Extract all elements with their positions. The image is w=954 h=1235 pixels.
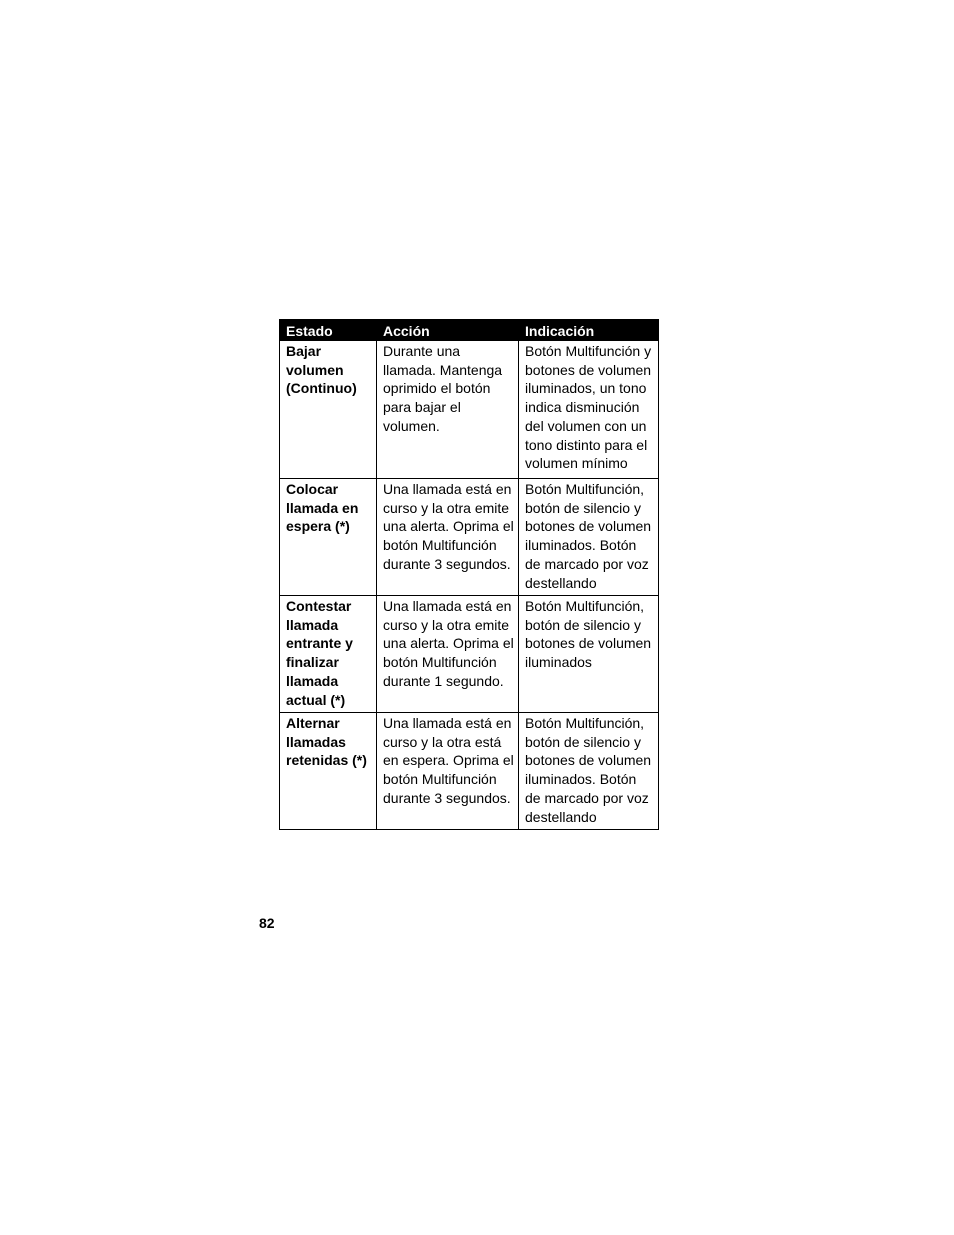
header-indicacion: Indicación (519, 320, 659, 341)
page-number: 82 (259, 915, 275, 931)
function-table (279, 319, 659, 830)
table-row (280, 713, 659, 830)
cell-indicacion: Botón Multifunción, botón de silencio y botones de volumen iluminados. Botón de marcado por voz destellando (519, 479, 659, 596)
header-estado: Estado (280, 320, 377, 341)
cell-indicacion: Botón Multifunción, botón de silencio y botones de volumen iluminados (519, 596, 659, 713)
header-accion: Acción (377, 320, 519, 341)
cell-accion: Durante una llamada. Mantenga oprimido el botón para bajar el volumen. (377, 341, 519, 479)
cell-estado: Colocar llamada en espera (*) (280, 479, 377, 596)
table-row (280, 479, 659, 596)
cell-estado: Bajar volumen (Continuo) (280, 341, 377, 479)
table-row (280, 341, 659, 479)
cell-estado: Contestar llamada entrante y finalizar llamada actual (*) (280, 596, 377, 713)
cell-accion: Una llamada está en curso y la otra emite una alerta. Oprima el botón Multifunción durante 1 segundo. (377, 596, 519, 713)
table-row (280, 596, 659, 713)
cell-estado: Alternar llamadas retenidas (*) (280, 713, 377, 830)
cell-indicacion: Botón Multifunción, botón de silencio y botones de volumen iluminados. Botón de marcado por voz destellando (519, 713, 659, 830)
table-header-row (280, 320, 659, 341)
cell-accion: Una llamada está en curso y la otra emite una alerta. Oprima el botón Multifunción durante 3 segundos. (377, 479, 519, 596)
cell-accion: Una llamada está en curso y la otra está en espera. Oprima el botón Multifunción durante 3 segundos. (377, 713, 519, 830)
cell-indicacion: Botón Multifunción y botones de volumen iluminados, un tono indica disminución del volumen con un tono distinto para el volumen mínimo (519, 341, 659, 479)
